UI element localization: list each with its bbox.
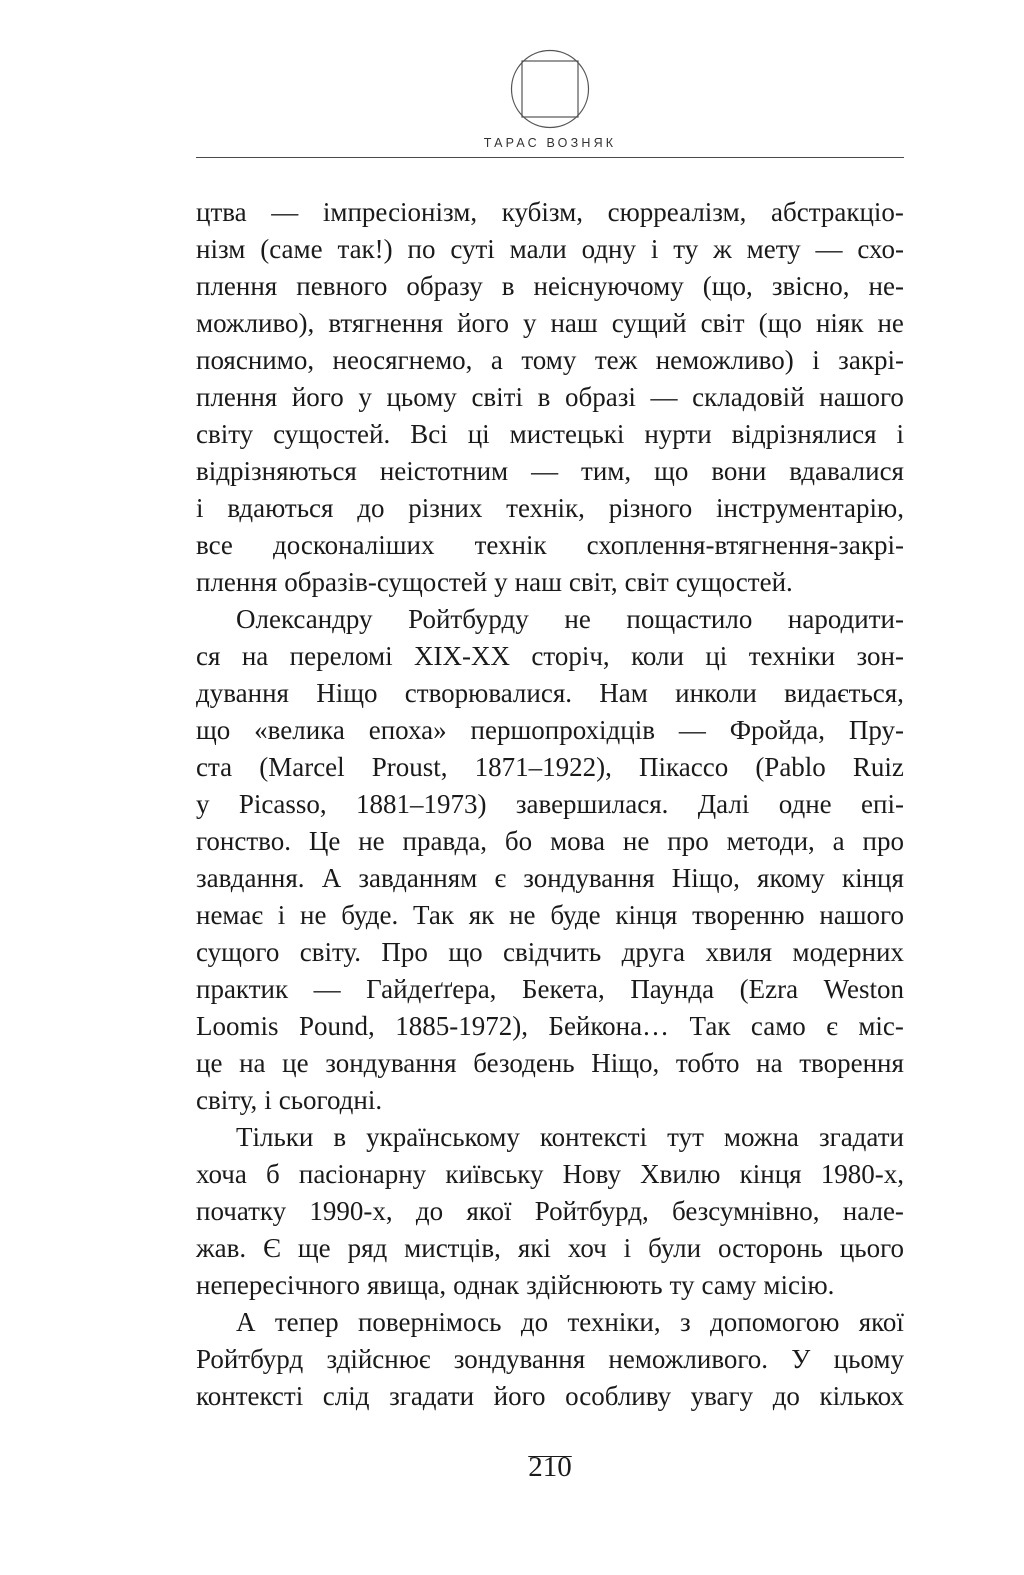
word: технік — [474, 530, 547, 560]
word: певного — [296, 271, 388, 301]
word: «велика — [254, 715, 345, 745]
word: і — [264, 1085, 272, 1115]
word: відрізняються — [196, 456, 357, 486]
word: — — [678, 715, 706, 745]
word: теж — [594, 345, 638, 375]
word: одну — [581, 234, 637, 264]
word: коли — [631, 641, 684, 671]
word: плення — [196, 567, 278, 597]
word: що — [448, 937, 483, 967]
word: — — [650, 382, 678, 412]
word: а — [490, 345, 503, 375]
word: зондування — [453, 1344, 586, 1374]
word: Нову — [562, 1159, 621, 1189]
word: Ніщо, — [671, 863, 740, 893]
word: це — [196, 1048, 223, 1078]
word: київську — [445, 1159, 544, 1189]
word: мова — [550, 826, 606, 856]
word: Loomis — [196, 1011, 279, 1041]
word: хоч — [567, 1233, 607, 1263]
word: плення — [196, 382, 278, 412]
word: абстракціо- — [771, 197, 904, 227]
text-line — [196, 601, 904, 638]
word: Weston — [823, 974, 904, 1004]
body-text — [196, 194, 904, 1415]
word: у — [522, 308, 537, 338]
word: цьому — [833, 1344, 904, 1374]
word: як — [468, 900, 495, 930]
word: якої — [858, 1307, 904, 1337]
word: якому — [757, 863, 825, 893]
word: технік, — [506, 493, 585, 523]
word: мистців, — [404, 1233, 501, 1263]
text-line — [196, 786, 904, 823]
word: практик — [196, 974, 289, 1004]
word: можливо), — [196, 308, 315, 338]
text-line — [196, 1156, 904, 1193]
text-line — [196, 1082, 904, 1119]
word: імпресіонізм, — [322, 197, 478, 227]
word: Пікассо — [639, 752, 729, 782]
word: 1885-1972), — [395, 1011, 528, 1041]
word: Пру- — [848, 715, 904, 745]
text-line — [196, 1008, 904, 1045]
word: Pound, — [298, 1011, 375, 1041]
word: мистецькі — [509, 419, 625, 449]
text-line — [196, 416, 904, 453]
word: пасіонарну — [298, 1159, 427, 1189]
word: Хвилю — [640, 1159, 721, 1189]
word: ста — [196, 752, 233, 782]
word: світі — [471, 382, 523, 412]
word: Picasso, — [238, 789, 327, 819]
word: завданням — [358, 863, 478, 893]
word: створювалися. — [404, 678, 573, 708]
word: Ройтбурду — [408, 604, 529, 634]
word: гонство. — [196, 826, 291, 856]
word: переломі — [289, 641, 393, 671]
word: буде. — [341, 900, 399, 930]
word: y — [196, 789, 210, 819]
word: не — [877, 308, 904, 338]
word: тим, — [581, 456, 632, 486]
word: у — [494, 567, 508, 597]
word: б — [265, 1159, 280, 1189]
text-line — [196, 897, 904, 934]
word: схоплення-втягнення-закрі- — [586, 530, 904, 560]
word: образі — [564, 382, 636, 412]
word: ж — [713, 234, 732, 264]
word: — — [815, 234, 843, 264]
word: різних — [408, 493, 483, 523]
word: хоча — [196, 1159, 247, 1189]
word: звісно, — [771, 271, 850, 301]
text-line — [196, 194, 904, 231]
word: що — [196, 715, 231, 745]
word: правда, — [402, 826, 488, 856]
word: 1980-х, — [820, 1159, 904, 1189]
word: згадати — [389, 1381, 475, 1411]
word: завершилася. — [515, 789, 669, 819]
word: так!) — [337, 234, 393, 264]
circle-square-logo-icon — [510, 49, 590, 129]
word: і — [623, 1233, 632, 1263]
word: неможливого. — [608, 1344, 769, 1374]
word: і — [650, 234, 659, 264]
word: слід — [322, 1381, 370, 1411]
word: безодень — [473, 1048, 575, 1078]
word: по — [407, 234, 436, 264]
word: особливу — [565, 1381, 672, 1411]
word: тут — [667, 1122, 704, 1152]
text-line — [196, 1045, 904, 1082]
word: мали — [509, 234, 567, 264]
word: допомогою — [710, 1307, 840, 1337]
text-line — [196, 305, 904, 342]
word: сущостей. — [273, 419, 391, 449]
word: буде — [550, 900, 601, 930]
word: Є — [263, 1233, 281, 1263]
word: нізм — [196, 234, 246, 264]
page-number — [196, 1450, 904, 1484]
word: світ, — [568, 567, 618, 597]
word: епоха» — [368, 715, 447, 745]
word: Фройда, — [729, 715, 825, 745]
text-line — [196, 1193, 904, 1230]
word: були — [648, 1233, 702, 1263]
text-line — [196, 1304, 904, 1341]
word: ряд — [347, 1233, 388, 1263]
text-line — [196, 453, 904, 490]
word: Нам — [599, 678, 648, 708]
word: образів-сущостей — [284, 567, 488, 597]
word: вдавалися — [789, 456, 904, 486]
word: (Pablo — [755, 752, 826, 782]
page-number-value: 210 — [528, 1451, 572, 1483]
word: в — [333, 1122, 347, 1152]
word: схо- — [857, 234, 904, 264]
word: у — [358, 382, 372, 412]
word: цього — [839, 1233, 904, 1263]
word: місію. — [763, 1270, 835, 1300]
text-line — [196, 1267, 904, 1304]
word: 1881–1973) — [355, 789, 487, 819]
word: зон- — [856, 641, 904, 671]
word: непересічного — [196, 1270, 360, 1300]
word: Бейкона… — [548, 1011, 670, 1041]
word: тобто — [675, 1048, 740, 1078]
word: складовій — [692, 382, 805, 412]
word: пояснимо, — [196, 345, 315, 375]
word: до — [772, 1381, 800, 1411]
word: нале- — [842, 1196, 904, 1226]
word: і — [196, 493, 204, 523]
word: на — [241, 641, 269, 671]
word: світу, — [196, 1085, 258, 1115]
word: і — [896, 419, 904, 449]
text-line — [196, 231, 904, 268]
word: втягнення — [328, 308, 444, 338]
header-rule — [196, 157, 904, 158]
word: кінця — [841, 863, 904, 893]
word: здійснюють — [526, 1270, 663, 1300]
word: можна — [723, 1122, 799, 1152]
word: однак — [453, 1270, 520, 1300]
word: Олександру — [236, 604, 373, 634]
word: ще — [297, 1233, 331, 1263]
word: цтва — [196, 197, 247, 227]
word: Так — [689, 1011, 731, 1041]
word: саму — [701, 1270, 757, 1300]
word: його — [291, 382, 344, 412]
word: на — [756, 1048, 783, 1078]
word: — — [313, 974, 341, 1004]
word: (що — [758, 308, 802, 338]
word: контексті — [196, 1381, 304, 1411]
word: українському — [366, 1122, 520, 1152]
word: само — [750, 1011, 806, 1041]
word: техніки — [748, 641, 836, 671]
text-line — [196, 564, 904, 601]
word: 1990-х, — [309, 1196, 393, 1226]
word: тому — [521, 345, 577, 375]
word: на — [239, 1048, 266, 1078]
word: не — [300, 900, 327, 930]
text-line — [196, 342, 904, 379]
word: це — [282, 1048, 309, 1078]
word: не — [564, 604, 591, 634]
word: наш — [550, 308, 598, 338]
text-line — [196, 823, 904, 860]
word: (Ezra — [739, 974, 799, 1004]
word: світ — [624, 567, 669, 597]
word: (Marcel — [259, 752, 345, 782]
word: (що, — [702, 271, 753, 301]
word: сущий — [611, 308, 687, 338]
word: кінця — [615, 900, 678, 930]
word: в — [537, 382, 551, 412]
word: світу. — [299, 937, 361, 967]
text-line — [196, 1378, 904, 1415]
word: плення — [196, 271, 278, 301]
word: осторонь — [718, 1233, 823, 1263]
word: про — [667, 826, 709, 856]
word: Всі — [410, 419, 448, 449]
word: пощастило — [626, 604, 753, 634]
text-line — [196, 860, 904, 897]
text-line — [196, 934, 904, 971]
text-line — [196, 527, 904, 564]
text-line — [196, 638, 904, 675]
word: Ніщо — [316, 678, 378, 708]
word: сторіч, — [531, 641, 610, 671]
word: світ — [700, 308, 745, 338]
word: Proust, — [371, 752, 448, 782]
running-head: ТАРАС ВОЗНЯК — [483, 136, 617, 150]
word: мету — [746, 234, 801, 264]
word: Ruiz — [852, 752, 904, 782]
text-line — [196, 971, 904, 1008]
word: нурти — [644, 419, 712, 449]
word: ся — [196, 641, 221, 671]
text-line — [196, 490, 904, 527]
word: нашого — [819, 382, 904, 412]
word: народити- — [787, 604, 904, 634]
word: техніки, — [567, 1307, 661, 1337]
word: різного — [608, 493, 693, 523]
word: кубізм, — [501, 197, 583, 227]
word: в — [501, 271, 515, 301]
word: Тільки — [236, 1122, 314, 1152]
word: про — [862, 826, 904, 856]
text-line — [196, 1341, 904, 1378]
word: неіснуючому — [533, 271, 684, 301]
word: творенню — [692, 900, 805, 930]
word: а — [832, 826, 845, 856]
word: Ройтбурд, — [534, 1196, 649, 1226]
text-line — [196, 1230, 904, 1267]
word: не — [509, 900, 536, 930]
word: Про — [381, 937, 428, 967]
text-line — [196, 712, 904, 749]
text-line — [196, 1119, 904, 1156]
word: початку — [196, 1196, 287, 1226]
word: якої — [466, 1196, 512, 1226]
word: міс- — [858, 1011, 904, 1041]
word: — — [531, 456, 559, 486]
word: А — [236, 1307, 256, 1337]
word: неосягнемо, — [332, 345, 473, 375]
word: відрізнялися — [731, 419, 877, 449]
word: образу — [406, 271, 483, 301]
word: ці — [467, 419, 490, 449]
word: ніяк — [815, 308, 864, 338]
word: є — [494, 863, 507, 893]
word: наш — [514, 567, 562, 597]
word: инколи — [675, 678, 757, 708]
word: увагу — [690, 1381, 754, 1411]
word: є — [826, 1011, 838, 1041]
word: А — [321, 863, 342, 893]
word: завдання. — [196, 863, 305, 893]
word: бо — [504, 826, 533, 856]
word: не- — [868, 271, 904, 301]
text-line — [196, 675, 904, 712]
word: ту — [669, 1270, 695, 1300]
word: Ніщо, — [591, 1048, 660, 1078]
word: методи, — [726, 826, 815, 856]
word: кількох — [819, 1381, 904, 1411]
word: свідчить — [503, 937, 602, 967]
word: досконаліших — [272, 530, 435, 560]
word: першопрохідців — [470, 715, 655, 745]
word: що — [654, 456, 689, 486]
word: ту — [673, 234, 699, 264]
word: все — [196, 530, 233, 560]
word: здійснює — [326, 1344, 431, 1374]
word: Далі — [697, 789, 750, 819]
word: (саме — [260, 234, 323, 264]
word: до — [415, 1196, 444, 1226]
word: кінця — [739, 1159, 802, 1189]
word: одне — [778, 789, 832, 819]
word: безсумнівно, — [671, 1196, 820, 1226]
text-line — [196, 268, 904, 305]
word: суті — [450, 234, 495, 264]
word: неможливо) — [655, 345, 794, 375]
word: ці — [705, 641, 728, 671]
word: які — [517, 1233, 551, 1263]
word: немає — [196, 900, 263, 930]
word: і — [812, 345, 820, 375]
word: закрі- — [838, 345, 904, 375]
word: вони — [711, 456, 767, 486]
word: сущостей. — [675, 567, 793, 597]
word: явища, — [366, 1270, 447, 1300]
word: світу — [196, 419, 254, 449]
word: зондування — [325, 1048, 457, 1078]
word: творення — [799, 1048, 904, 1078]
word: неістотним — [379, 456, 509, 486]
word: жав. — [196, 1233, 247, 1263]
word: з — [680, 1307, 691, 1337]
word: зондування — [523, 863, 655, 893]
word: Ройтбурд — [196, 1344, 304, 1374]
text-line — [196, 749, 904, 786]
word: сьогодні. — [278, 1085, 383, 1115]
word: не — [358, 826, 385, 856]
word: до — [357, 493, 385, 523]
word: нашого — [819, 900, 904, 930]
word: його — [457, 308, 509, 338]
word: епі- — [861, 789, 904, 819]
word: Це — [308, 826, 341, 856]
word: цьому — [386, 382, 457, 412]
word: вдаються — [227, 493, 334, 523]
word: його — [493, 1381, 546, 1411]
word: 1871–1922), — [474, 752, 612, 782]
word: У — [791, 1344, 811, 1374]
word: і — [277, 900, 286, 930]
word: до — [520, 1307, 549, 1337]
word: — — [271, 197, 299, 227]
word: згадати — [818, 1122, 904, 1152]
word: XIX-XX — [414, 641, 511, 671]
word: інструментарію, — [716, 493, 904, 523]
word: Так — [413, 900, 454, 930]
word: друга — [621, 937, 686, 967]
word: повернімось — [357, 1307, 502, 1337]
word: Бекета, — [521, 974, 605, 1004]
word: контексті — [539, 1122, 648, 1152]
word: Гайдеґґера, — [366, 974, 497, 1004]
word: модерних — [792, 937, 904, 967]
word: Паунда — [630, 974, 715, 1004]
word: видається, — [784, 678, 904, 708]
word: дування — [196, 678, 289, 708]
word: сущого — [196, 937, 280, 967]
text-line — [196, 379, 904, 416]
word: хвиля — [705, 937, 773, 967]
word: сюрреалізм, — [607, 197, 747, 227]
word: тепер — [274, 1307, 339, 1337]
word: не — [622, 826, 650, 856]
